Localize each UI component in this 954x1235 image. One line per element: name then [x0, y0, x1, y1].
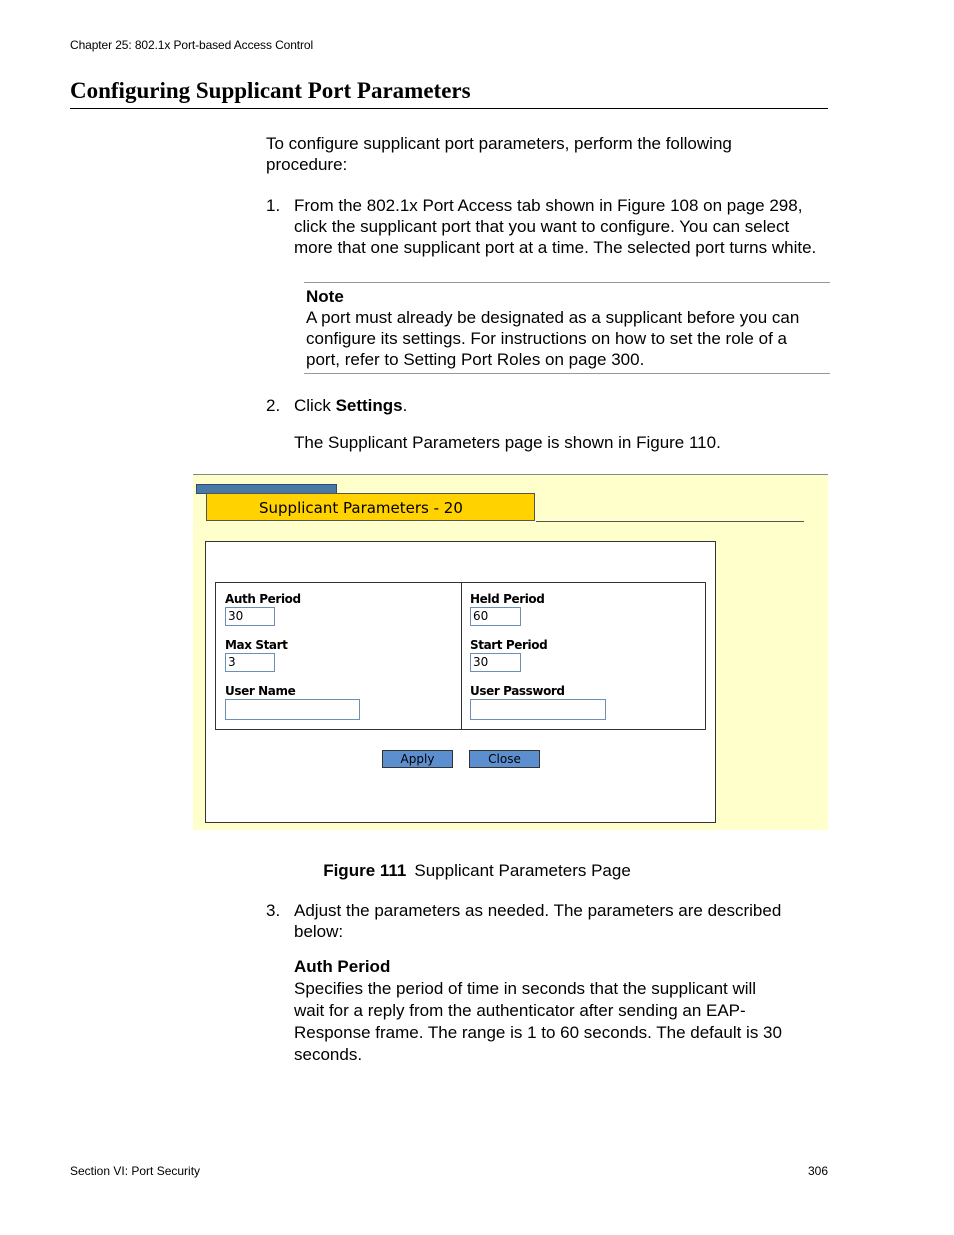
- auth-period-heading: Auth Period: [294, 957, 391, 976]
- user-name-label: User Name: [225, 684, 296, 698]
- section-title: Configuring Supplicant Port Parameters: [70, 78, 828, 109]
- apply-button[interactable]: Apply: [382, 750, 453, 768]
- auth-period-line: seconds.: [294, 1045, 363, 1064]
- figure-caption: [0, 860, 954, 881]
- note-line: A port must already be designated as a supplicant before you can: [306, 308, 800, 327]
- auth-period-input[interactable]: 30: [225, 607, 275, 626]
- start-period-label: Start Period: [470, 638, 548, 652]
- user-name-input[interactable]: [225, 699, 360, 720]
- auth-period-line: Response frame. The range is 1 to 60 seconds. The default is 30: [294, 1023, 782, 1042]
- settings-keyword: Settings: [335, 396, 403, 415]
- user-password-label: User Password: [470, 684, 565, 698]
- start-period-input[interactable]: 30: [470, 653, 521, 672]
- step-2-number: 2.: [266, 396, 281, 415]
- intro-paragraph: To configure supplicant port parameters, perform the following procedure:: [266, 134, 732, 174]
- figure-title-tab: Supplicant Parameters - 20: [206, 493, 535, 521]
- figure-caption-text: Supplicant Parameters Page: [414, 861, 631, 880]
- footer-section: Section VI: Port Security: [70, 1164, 201, 1178]
- figure-fields-divider: [461, 582, 462, 730]
- user-password-input[interactable]: [470, 699, 606, 720]
- page-number: 306: [808, 1164, 829, 1178]
- step-1-line: From the 802.1x Port Access tab shown in Figure 108 on page 298,: [294, 196, 803, 215]
- running-head: Chapter 25: 802.1x Port-based Access Control: [70, 38, 314, 52]
- step-1-line: click the supplicant port that you want to configure. You can select: [294, 217, 790, 236]
- note-title: Note: [306, 287, 344, 306]
- auth-period-line: wait for a reply from the authenticator after sending an EAP-: [294, 1001, 746, 1020]
- max-start-input[interactable]: 3: [225, 653, 275, 672]
- step-2-prefix: Click: [294, 396, 336, 415]
- step-3-text: [294, 900, 834, 942]
- max-start-label: Max Start: [225, 638, 288, 652]
- held-period-label: Held Period: [470, 592, 545, 606]
- note-box: [304, 282, 830, 374]
- figure-title-underline: [536, 521, 804, 522]
- step-2-text: [294, 395, 834, 416]
- step-3-line: below:: [294, 922, 344, 941]
- step-3-line: Adjust the parameters as needed. The parameters are described: [294, 901, 782, 920]
- step-1-number: 1.: [266, 196, 281, 215]
- step-1-line: more that one supplicant port at a time. The selected port turns white.: [294, 238, 817, 257]
- held-period-input[interactable]: 60: [470, 607, 521, 626]
- step-1-text: [294, 195, 834, 258]
- step-2-suffix: .: [402, 396, 408, 415]
- figure-caption-label: Figure 111: [323, 861, 407, 880]
- step-2-followup: The Supplicant Parameters page is shown in Figure 110.: [294, 433, 721, 452]
- note-line: port, refer to Setting Port Roles on page 300.: [306, 350, 645, 369]
- auth-period-description: [294, 956, 834, 1066]
- note-line: configure its settings. For instructions on how to set the role of a: [306, 329, 787, 348]
- auth-period-label: Auth Period: [225, 592, 301, 606]
- auth-period-line: Specifies the period of time in seconds that the supplicant will: [294, 979, 757, 998]
- step-3-number: 3.: [266, 901, 281, 920]
- close-button[interactable]: Close: [469, 750, 540, 768]
